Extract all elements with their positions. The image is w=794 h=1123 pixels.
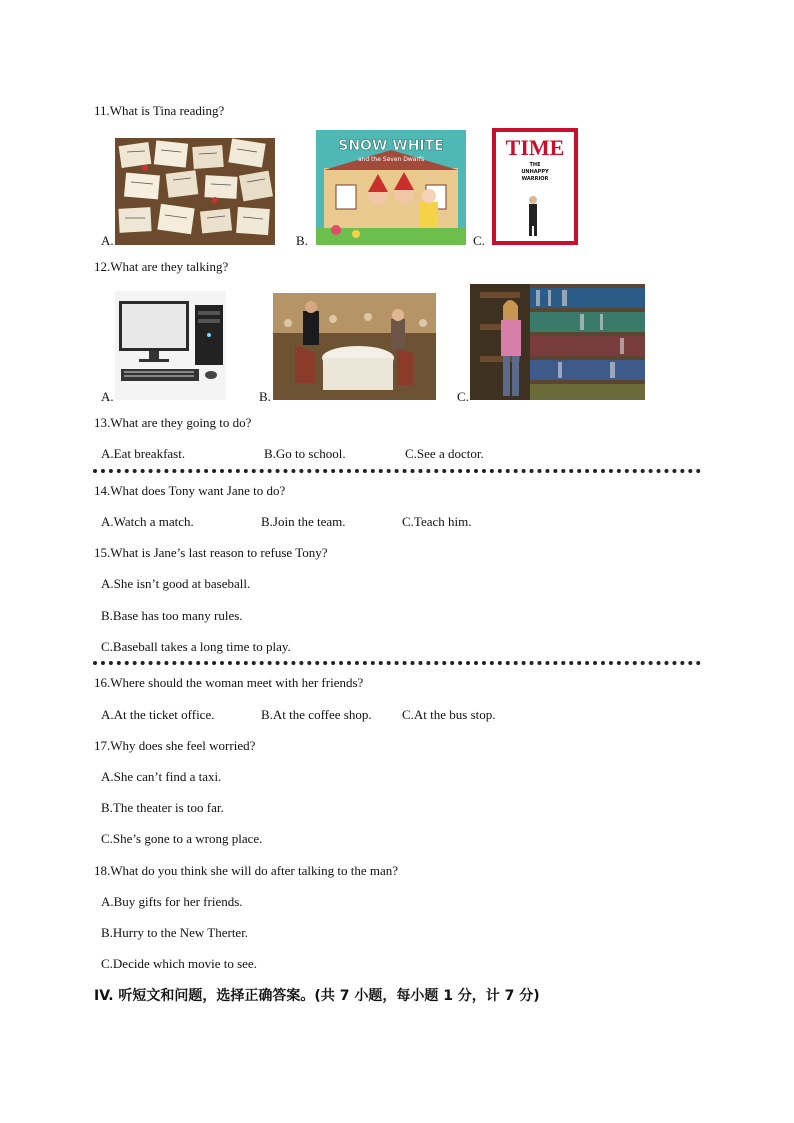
q11-time-magazine-image — [492, 128, 578, 245]
q11-book-title: SNOW WHITE — [338, 138, 444, 154]
q12-restaurant-image — [273, 293, 436, 400]
q18-answer-a[interactable]: A.Buy gifts for her friends. — [101, 894, 243, 909]
q18-answer-b[interactable]: B.Hurry to the New Therter. — [101, 925, 249, 940]
q14-answer-a[interactable]: A.Watch a match. — [101, 514, 194, 529]
q11-option-c-label[interactable]: C. — [473, 233, 485, 248]
q16-answer-b[interactable]: B.At the coffee shop. — [261, 707, 372, 722]
question-17: 17.Why does she feel worried? — [94, 738, 256, 753]
question-18: 18.What do you think she will do after talking to the man? — [94, 863, 398, 878]
q11-option-a-label[interactable]: A. — [101, 233, 114, 248]
q11-magazine-title: TIME — [505, 135, 565, 160]
q13-answer-a[interactable]: A.Eat breakfast. — [101, 446, 186, 461]
q11-snow-white-book-image — [316, 130, 466, 245]
q16-answer-c[interactable]: C.At the bus stop. — [402, 707, 496, 722]
question-13: 13.What are they going to do? — [94, 415, 252, 430]
question-14: 14.What does Tony want Jane to do? — [94, 483, 286, 498]
q12-computer-image — [115, 291, 226, 400]
q13-answer-c[interactable]: C.See a doctor. — [405, 446, 484, 461]
question-16: 16.Where should the woman meet with her friends? — [94, 675, 364, 690]
q12-option-a-label[interactable]: A. — [101, 389, 114, 404]
q14-answer-c[interactable]: C.Teach him. — [402, 514, 472, 529]
q16-answer-a[interactable]: A.At the ticket office. — [101, 707, 215, 722]
section-divider — [93, 469, 701, 473]
section-iv-heading: IV. 听短文和问题，选择正确答案。(共 7 小题，每小题 1 分，计 7 分) — [94, 988, 540, 1004]
q11-magazine-headline-2: UNHAPPY — [521, 169, 549, 175]
q11-notes-image — [115, 138, 275, 245]
q17-answer-b[interactable]: B.The theater is too far. — [101, 800, 224, 815]
q12-library-image — [470, 284, 645, 400]
q15-answer-a[interactable]: A.She isn’t good at baseball. — [101, 576, 251, 591]
q11-magazine-headline-3: WARRIOR — [521, 176, 549, 182]
q11-option-b-label[interactable]: B. — [296, 233, 308, 248]
q14-answer-b[interactable]: B.Join the team. — [261, 514, 346, 529]
q13-answer-b[interactable]: B.Go to school. — [264, 446, 346, 461]
q18-answer-c[interactable]: C.Decide which movie to see. — [101, 956, 257, 971]
q17-answer-c[interactable]: C.She’s gone to a wrong place. — [101, 831, 263, 846]
q11-book-subtitle: and the Seven Dwarfs — [357, 156, 425, 163]
q15-answer-b[interactable]: B.Base has too many rules. — [101, 608, 243, 623]
section-divider — [93, 661, 701, 665]
question-12: 12.What are they talking? — [94, 259, 229, 274]
q11-magazine-headline-1: THE — [529, 162, 541, 168]
question-11: 11.What is Tina reading? — [94, 103, 225, 118]
q12-option-c-label[interactable]: C. — [457, 389, 469, 404]
q12-option-b-label[interactable]: B. — [259, 389, 271, 404]
question-15: 15.What is Jane’s last reason to refuse Tony? — [94, 545, 328, 560]
q15-answer-c[interactable]: C.Baseball takes a long time to play. — [101, 639, 291, 654]
q17-answer-a[interactable]: A.She can’t find a taxi. — [101, 769, 222, 784]
